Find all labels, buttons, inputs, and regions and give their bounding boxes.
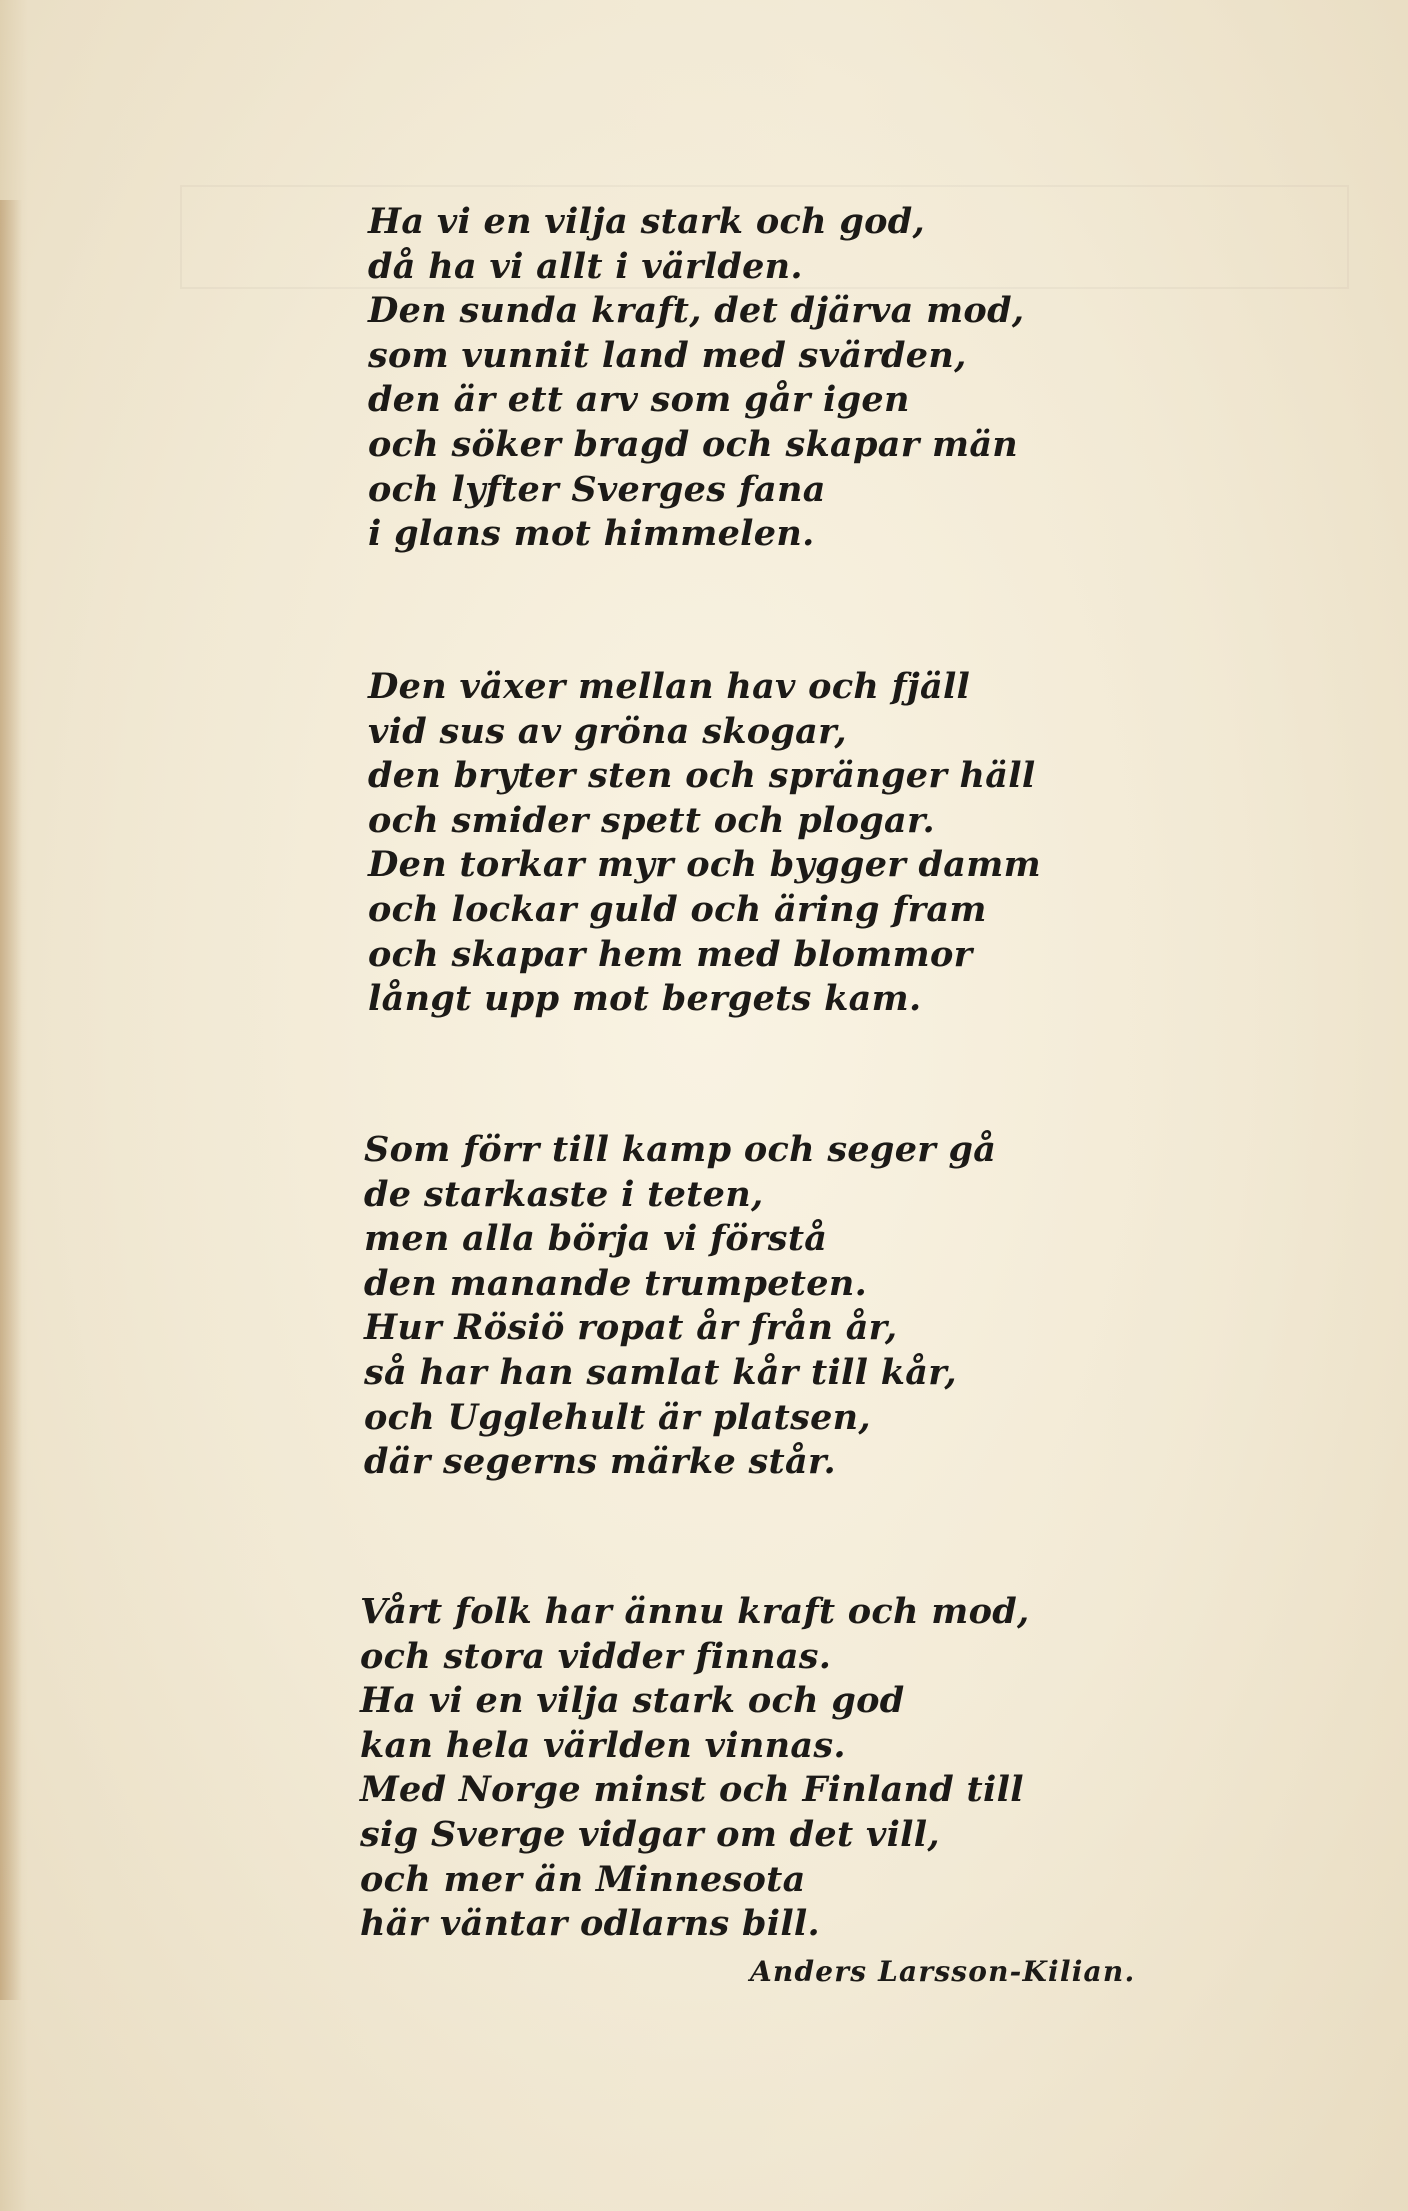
poem-line: och stora vidder finnas. [360,1635,832,1677]
poem-line: och lyfter Sverges fana [368,468,826,510]
poem-line: så har han samlat kår till kår, [364,1351,957,1393]
poem-line: sig Sverge vidgar om det vill, [360,1813,940,1855]
poem-line: Den torkar myr och bygger damm [368,844,1041,886]
poem-line: Den sunda kraft, det djärva mod, [368,290,1025,332]
author-signature: Anders Larsson-Kilian. [750,1955,1136,1988]
edge-stain [0,200,22,2000]
poem-line: Ha vi en vilja stark och god [360,1680,905,1722]
poem-line: då ha vi allt i världen. [368,245,803,287]
poem-line: här väntar odlarns bill. [360,1903,820,1945]
poem-line: de starkaste i teten, [364,1173,764,1215]
poem-line: Hur Rösiö ropat år från år, [364,1307,898,1349]
stanza-3 [364,1128,996,1485]
poem-line: kan hela världen vinnas. [360,1724,846,1766]
poem-line: långt upp mot bergets kam. [368,978,922,1020]
poem-line: och lockar guld och äring fram [368,888,987,930]
poem-line: Med Norge minst och Finland till [360,1769,1024,1811]
poem-line: som vunnit land med svärden, [368,334,967,376]
stanza-2 [368,665,1041,1022]
poem-line: men alla börja vi förstå [364,1218,828,1260]
poem-line: Vårt folk har ännu kraft och mod, [360,1591,1030,1632]
poem-line: vid sus av gröna skogar, [368,710,847,752]
poem-line: den manande trumpeten. [364,1262,868,1304]
poem-line: Ha vi en vilja stark och god, [368,201,925,242]
poem-line: och smider spett och plogar. [368,799,936,841]
poem-line: den bryter sten och spränger häll [368,755,1036,797]
poem-line: och Ugglehult är platsen, [364,1396,871,1438]
poem-line: Den växer mellan hav och fjäll [368,666,971,707]
poem-line: och skapar hem med blommor [368,933,973,975]
poem-line: och mer än Minnesota [360,1858,806,1900]
poem-line: och söker bragd och skapar män [368,423,1019,465]
poem-line: den är ett arv som går igen [368,379,910,421]
poem-line: där segerns märke står. [364,1441,836,1483]
stanza-4 [360,1590,1030,1947]
stanza-1 [368,200,1024,557]
poem-line: i glans mot himmelen. [368,513,815,555]
poem-line: Som förr till kamp och seger gå [364,1129,997,1170]
